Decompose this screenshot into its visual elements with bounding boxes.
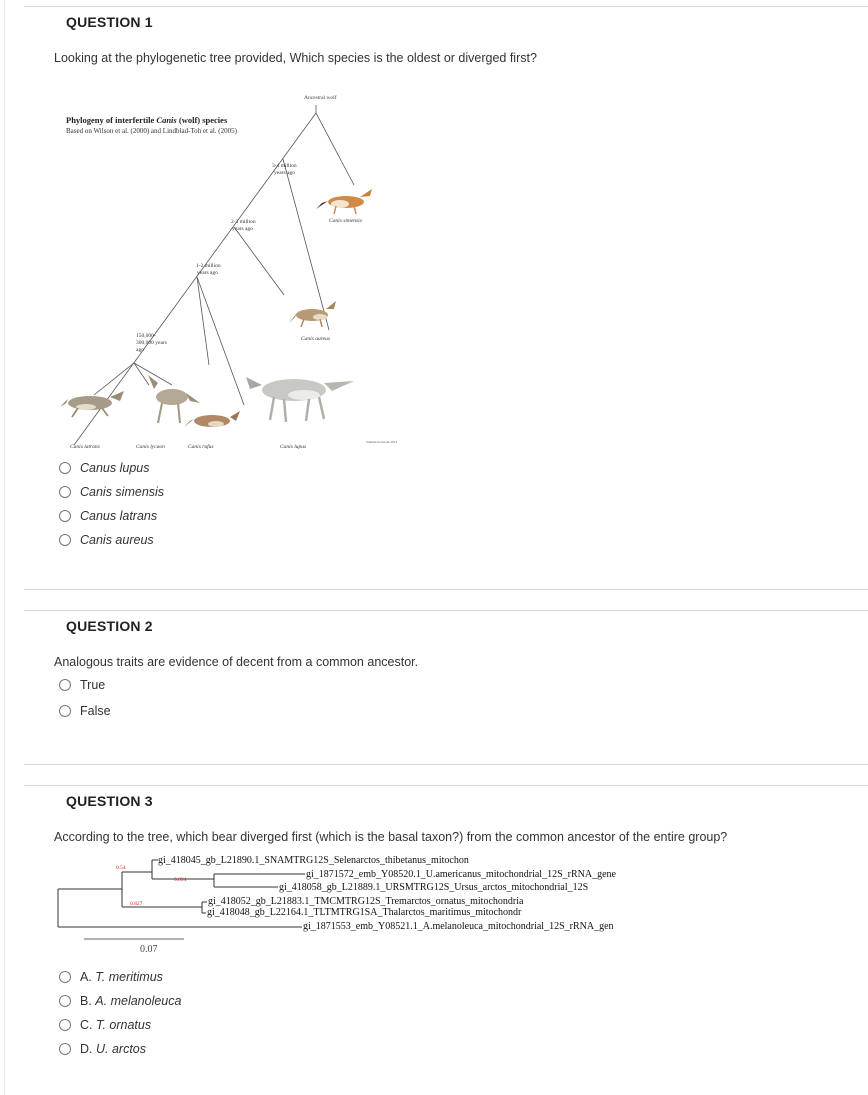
taxon-a-melanoleuca: gi_1871553_emb_Y08521.1_A.melanoleuca_mitochondrial_12S_rRNA_gen bbox=[303, 921, 614, 932]
label-canis-lycaon: Canis lycaon bbox=[136, 444, 165, 450]
divider bbox=[24, 589, 868, 590]
node-3-4-label-2: years ago bbox=[274, 170, 295, 176]
question-1-prompt: Looking at the phylogenetic tree provided, Which species is the oldest or diverged first? bbox=[54, 51, 537, 65]
q3-option-a[interactable] bbox=[59, 968, 163, 986]
q3-option-d[interactable] bbox=[59, 1040, 146, 1058]
canis-lycaon-illustration bbox=[148, 375, 200, 423]
node-3-4-label: 3-4 million bbox=[272, 163, 297, 169]
node-150k-label-3: ago bbox=[136, 347, 144, 353]
q1-option-3-label: Canus latrans bbox=[80, 509, 158, 523]
node-2-3-label: 2-3 million bbox=[231, 219, 256, 225]
question-3-prompt: According to the tree, which bear diverged first (which is the basal taxon?) from the common ancestor of the entire group? bbox=[54, 830, 728, 844]
q1-option-1-label: Canus lupus bbox=[80, 461, 150, 475]
radio-button[interactable] bbox=[59, 1019, 71, 1031]
radio-button[interactable] bbox=[59, 510, 71, 522]
radio-button[interactable] bbox=[59, 679, 71, 691]
wolf-phylogeny-figure bbox=[54, 85, 414, 460]
canis-latrans-illustration bbox=[60, 391, 124, 417]
q3-option-d-label: D. U. arctos bbox=[80, 1042, 146, 1056]
taxon-u-americanus: gi_1871572_emb_Y08520.1_U.americanus_mitochondrial_12S_rRNA_gene bbox=[306, 869, 616, 880]
question-3-title: QUESTION 3 bbox=[66, 793, 153, 809]
support-value-2: 0.894 bbox=[174, 877, 187, 883]
radio-button[interactable] bbox=[59, 995, 71, 1007]
label-canis-lupus: Canis lupus bbox=[280, 444, 307, 450]
taxon-ursus-arctos: gi_418058_gb_L21889.1_URSMTRG12S_Ursus_arctos_mitochondrial_12S bbox=[279, 882, 589, 893]
divider bbox=[24, 610, 868, 611]
figure-credit: Samuel Kortroth 2014 bbox=[366, 440, 398, 444]
label-canis-simensis: Canis simensis bbox=[329, 218, 362, 224]
q1-option-2[interactable] bbox=[59, 483, 164, 501]
left-border bbox=[4, 0, 5, 1095]
node-2-3-label-2: years ago bbox=[232, 226, 253, 232]
node-150k-label: 150,000- bbox=[136, 333, 156, 339]
radio-button[interactable] bbox=[59, 1043, 71, 1055]
radio-button[interactable] bbox=[59, 534, 71, 546]
q3-option-a-label: A. T. meritimus bbox=[80, 970, 163, 984]
q3-option-b[interactable] bbox=[59, 992, 181, 1010]
q1-option-4[interactable] bbox=[59, 531, 154, 549]
figure-subheading: Based on Wilson et al. (2000) and Lindblad-Toh et al. (2005) bbox=[66, 127, 237, 135]
divider bbox=[24, 785, 868, 786]
q3-option-c-label: C. T. ornatus bbox=[80, 1018, 152, 1032]
canis-simensis-illustration bbox=[316, 189, 372, 214]
q1-option-3[interactable] bbox=[59, 507, 157, 525]
divider bbox=[24, 764, 868, 765]
taxon-selenarctos: gi_418045_gb_L21890.1_SNAMTRG12S_Selenarctos_thibetanus_mitochon bbox=[158, 855, 469, 866]
q1-option-4-label: Canis aureus bbox=[80, 533, 154, 547]
node-150k-label-2: 300,000 years bbox=[136, 340, 167, 346]
radio-button[interactable] bbox=[59, 462, 71, 474]
question-1-title: QUESTION 1 bbox=[66, 14, 153, 30]
bear-phylogeny-tree bbox=[54, 852, 754, 962]
q3-option-c[interactable] bbox=[59, 1016, 151, 1034]
label-canis-rufus: Canis rufus bbox=[188, 444, 214, 450]
q2-option-true[interactable] bbox=[59, 676, 105, 694]
support-value-3: 0.827 bbox=[130, 901, 143, 907]
q1-option-2-label: Canis simensis bbox=[80, 485, 165, 499]
question-2-prompt: Analogous traits are evidence of decent from a common ancestor. bbox=[54, 655, 419, 669]
node-1-2-label-2: years ago bbox=[197, 270, 218, 276]
q2-option-false-label: False bbox=[80, 704, 111, 718]
label-canis-aureus: Canis aureus bbox=[301, 336, 330, 342]
q3-option-b-label: B. A. melanoleuca bbox=[80, 994, 182, 1008]
support-value-1: 0.54 bbox=[116, 865, 126, 871]
root-label: Ancestral wolf bbox=[304, 95, 337, 101]
node-1-2-label: 1-2 million bbox=[196, 263, 221, 269]
q2-option-false[interactable] bbox=[59, 702, 111, 720]
q2-option-true-label: True bbox=[80, 678, 106, 692]
canis-lupus-illustration bbox=[246, 377, 354, 422]
label-canis-latrans: Canis latrans bbox=[70, 444, 100, 450]
scale-label: 0.07 bbox=[140, 944, 158, 955]
divider bbox=[24, 6, 868, 7]
question-2-title: QUESTION 2 bbox=[66, 618, 153, 634]
taxon-tremarctos: gi_418052_gb_L21883.1_TMCMTRG12S_Tremarctos_ornatus_mitochondria bbox=[208, 896, 524, 907]
taxon-thalarctos: gi_418048_gb_L22164.1_TLTMTRG1SA_Thalarctos_maritimus_mitochondr bbox=[207, 907, 522, 918]
figure-heading: Phylogeny of interfertile Canis (wolf) species bbox=[66, 115, 228, 125]
radio-button[interactable] bbox=[59, 486, 71, 498]
canis-rufus-illustration bbox=[184, 411, 240, 427]
radio-button[interactable] bbox=[59, 971, 71, 983]
radio-button[interactable] bbox=[59, 705, 71, 717]
q1-option-1[interactable] bbox=[59, 459, 150, 477]
canis-aureus-illustration bbox=[289, 301, 336, 327]
